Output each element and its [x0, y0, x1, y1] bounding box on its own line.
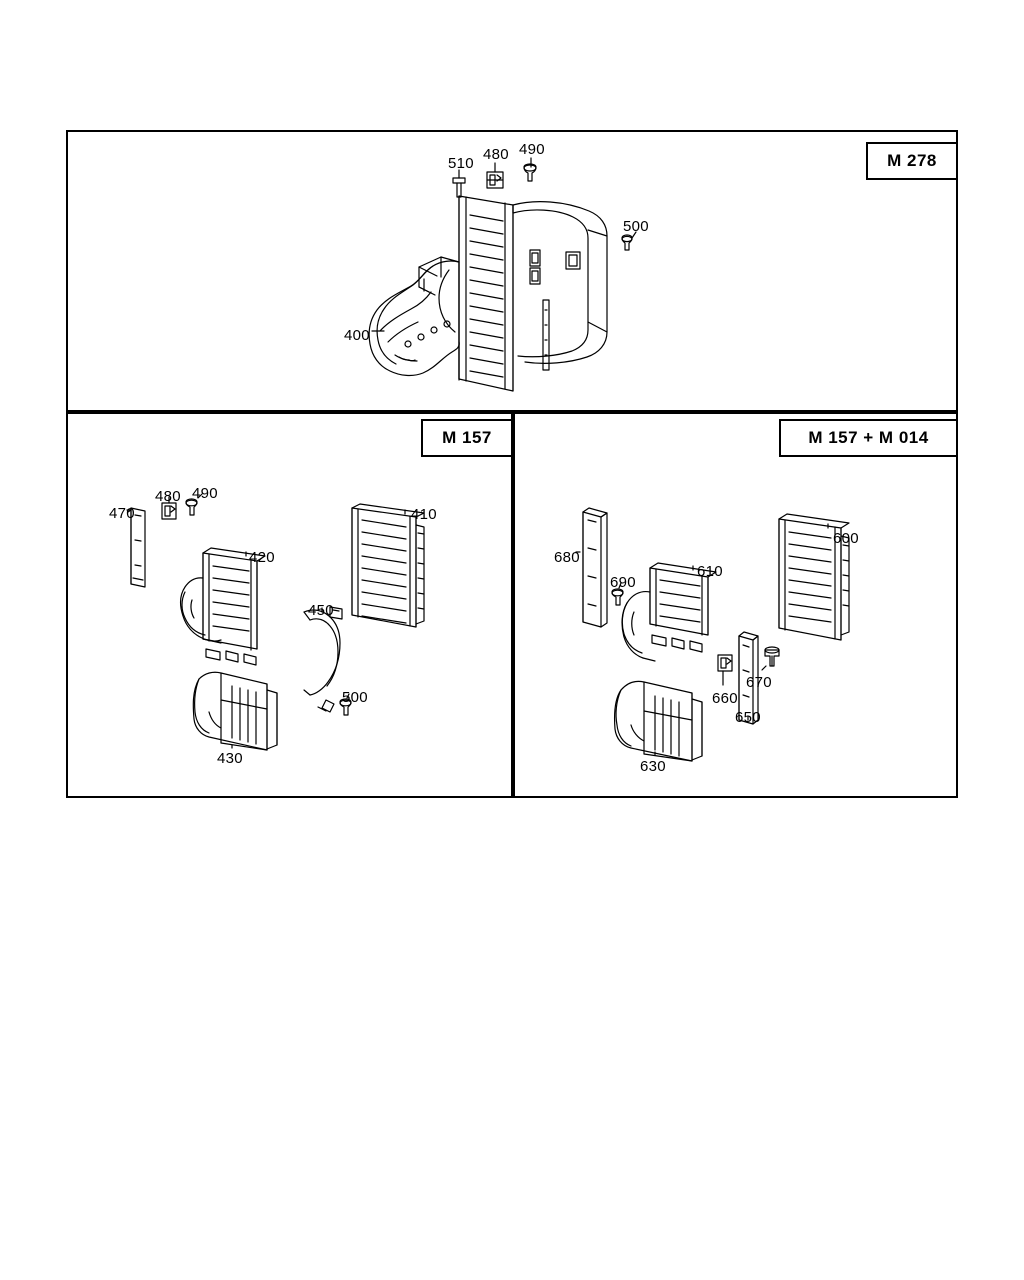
callout-480-top: 480: [483, 146, 509, 163]
panel-label-m157: M 157: [421, 419, 513, 457]
callout-660: 660: [712, 690, 738, 707]
panel-m157-box: [66, 412, 513, 798]
panel-label-m157-m014: M 157 + M 014: [779, 419, 958, 457]
callout-500-top: 500: [623, 218, 649, 235]
callout-480-mid: 480: [155, 488, 181, 505]
callout-600: 600: [833, 530, 859, 547]
callout-690: 690: [610, 574, 636, 591]
callout-470: 470: [109, 505, 135, 522]
panel-m157-m014-box: [513, 412, 958, 798]
callout-650: 650: [735, 709, 761, 726]
panel-label-m278: M 278: [866, 142, 958, 180]
panel-m278-box: [66, 130, 958, 412]
callout-680: 680: [554, 549, 580, 566]
callout-610: 610: [697, 563, 723, 580]
callout-490-mid: 490: [192, 485, 218, 502]
callout-670: 670: [746, 674, 772, 691]
callout-490-top: 490: [519, 141, 545, 158]
callout-430: 430: [217, 750, 243, 767]
callout-510: 510: [448, 155, 474, 172]
callout-630: 630: [640, 758, 666, 775]
callout-410: 410: [411, 506, 437, 523]
callout-450: 450: [308, 602, 334, 619]
callout-420: 420: [249, 549, 275, 566]
callout-500-mid: 500: [342, 689, 368, 706]
callout-400: 400: [344, 327, 370, 344]
